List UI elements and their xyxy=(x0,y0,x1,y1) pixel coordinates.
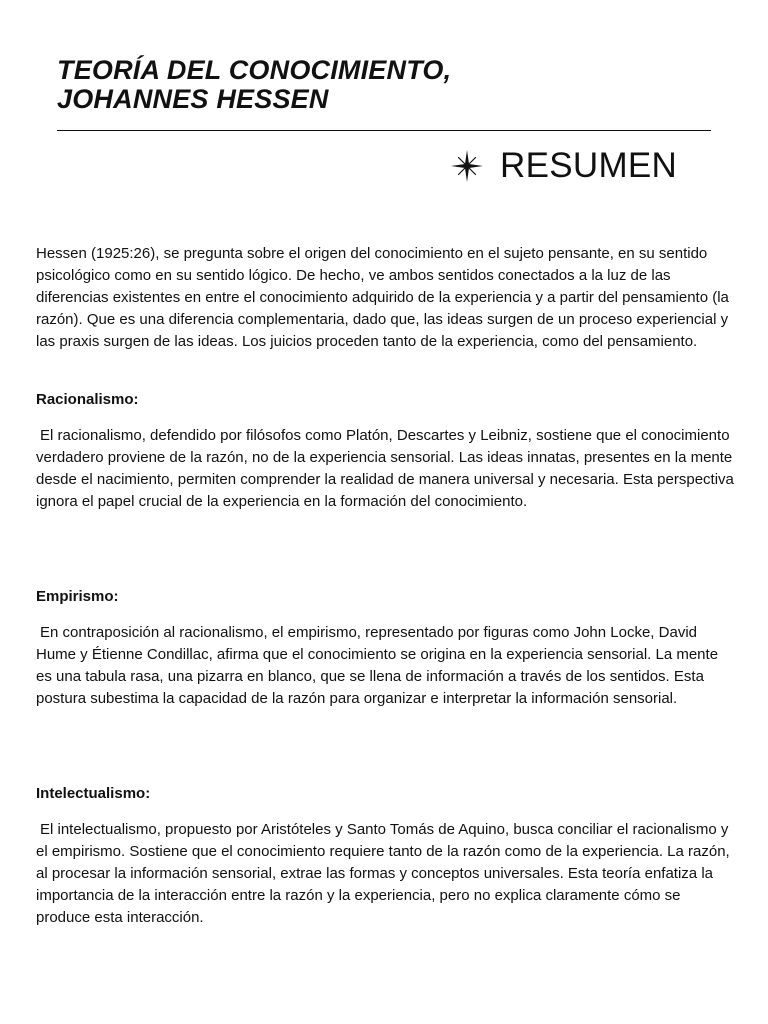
title-divider xyxy=(57,130,711,131)
intro-paragraph: Hessen (1925:26), se pregunta sobre el origen del conocimiento en el sujeto pensante, en su sentido psicológico como en su sentido lógico. De hecho, ve ambos sentidos conectados a la luz de las diferencias existentes en entre el conocimiento adquirido de la experiencia y a partir del pensamiento (la razón). Que es una diferencia complementaria, dado que, las ideas surgen de un proceso experiencial y las praxis surgen de las ideas. Los juicios proceden tanto de la experiencia, como del pensamiento. xyxy=(36,245,729,350)
section-heading-intelectualismo: Intelectualismo: xyxy=(36,785,151,802)
subtitle-block xyxy=(450,146,677,186)
section-heading-empirismo: Empirismo: xyxy=(36,588,119,605)
document-title-line-1: TEORÍA DEL CONOCIMIENTO, xyxy=(57,55,452,85)
section-text-empirismo: En contraposición al racionalismo, el empirismo, representado por figuras como John Locke, David Hume y Étienne Condillac, afirma que el conocimiento se origina en la experiencia sensorial. La mente es una tabula rasa, una pizarra en blanco, que se llena de información a través de los sentidos. Esta postura subestima la capacidad de la razón para organizar e interpretar la información sensorial. xyxy=(36,624,719,707)
document-title xyxy=(57,56,451,114)
document-title-line-2: JOHANNES HESSEN xyxy=(57,84,329,114)
section-text-intelectualismo: El intelectualismo, propuesto por Aristóteles y Santo Tomás de Aquino, busca conciliar el racionalismo y el empirismo. Sostiene que el conocimiento requiere tanto de la razón como de la experiencia. La razón, al procesar la información sensorial, extrae las formas y conceptos universales. Esta teoría enfatiza la importancia de la interacción entre la razón y la experiencia, pero no explica claramente cómo se produce esta interacción. xyxy=(36,821,730,926)
section-text-racionalismo: El racionalismo, defendido por filósofos como Platón, Descartes y Leibniz, sostiene que el conocimiento verdadero proviene de la razón, no de la experiencia sensorial. Las ideas innatas, presentes en la mente desde el nacimiento, permiten comprender la realidad de manera universal y necesaria. Esta perspectiva ignora el papel crucial de la experiencia en la formación del conocimiento. xyxy=(36,427,734,510)
section-heading-racionalismo: Racionalismo: xyxy=(36,391,139,408)
subtitle: RESUMEN xyxy=(500,146,678,185)
four-point-star-icon xyxy=(450,149,484,183)
